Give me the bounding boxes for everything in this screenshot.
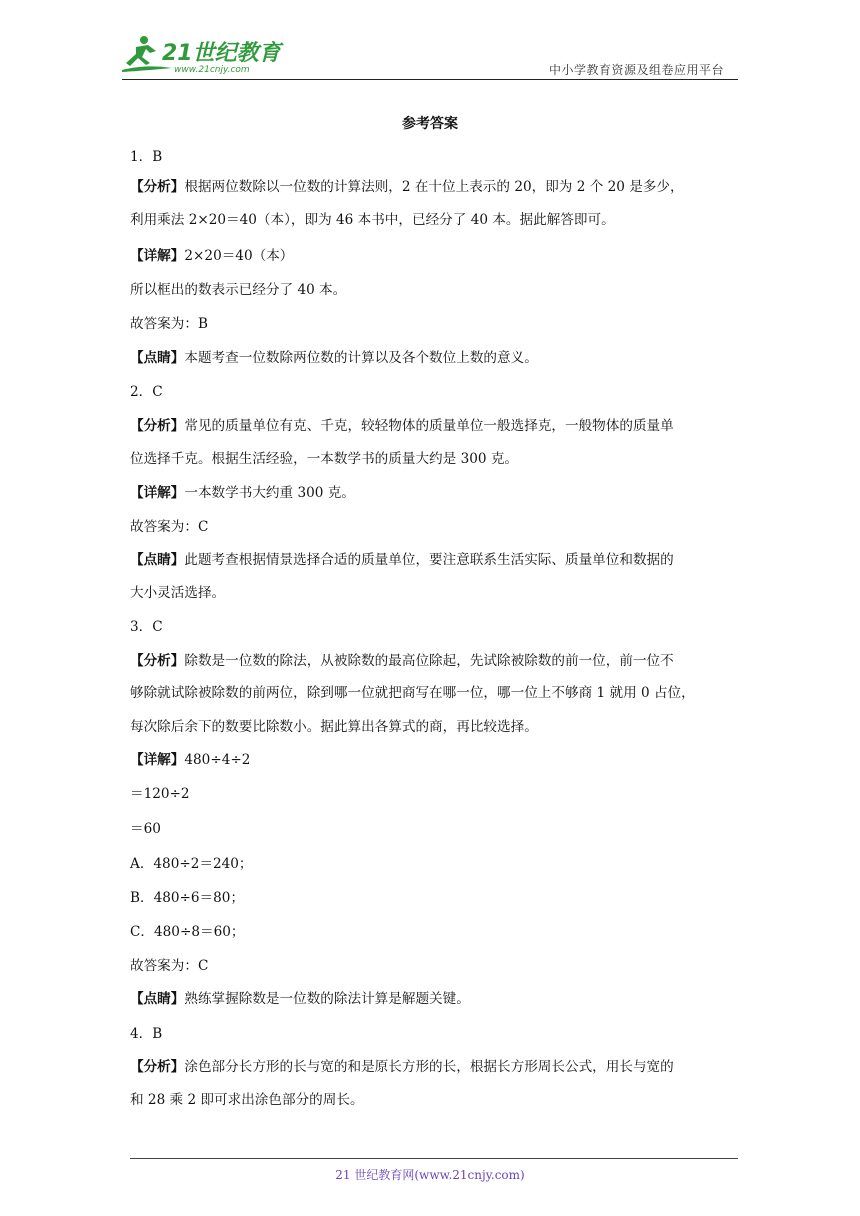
answer-line [130,820,740,838]
answer-line [130,349,740,367]
answer-line [130,148,740,166]
line-text: 大小灵活选择。 [130,585,226,601]
section-tag: 【详解】 [130,485,185,501]
line-text: 位选择千克。根据生活经验，一本数学书的质量大约是 300 克。 [130,451,519,467]
line-text: 和 28 乘 2 即可求出涂色部分的周长。 [130,1092,364,1108]
answer-line [130,1025,740,1043]
line-text: 熟练掌握除数是一位数的除法计算是解题关键。 [184,991,470,1007]
line-text: 利用乘法 2×20＝40（本），即为 46 本书中，已经分了 40 本。据此解答即可。 [130,212,615,228]
section-tag: 【点睛】 [130,350,185,366]
answer-line [130,178,740,196]
answer-line [130,211,740,229]
answer-line [130,1091,740,1109]
answer-line [130,1058,740,1076]
section-tag: 【点睛】 [130,991,185,1007]
answer-line [130,518,740,536]
line-text: 一本数学书大约重 300 克。 [184,485,355,501]
line-text: 故答案为：B [130,316,208,332]
line-text: 够除就试除被除数的前两位，除到哪一位就把商写在哪一位，哪一位上不够商 1 就用 0 占位， [130,685,695,701]
page-title: 参考答案 [402,116,458,132]
section-tag: 【详解】 [130,248,185,264]
answer-line [130,315,740,333]
line-text: 1．B [130,149,163,165]
section-tag: 【分析】 [130,653,185,669]
section-tag: 【点睛】 [130,552,185,568]
answer-line [130,855,740,873]
section-tag: 【分析】 [130,418,185,434]
line-text: 2．C [130,384,163,400]
line-text: 3．C [130,619,163,635]
logo-text: 21世纪教育 [162,41,281,66]
answer-line [130,889,740,907]
answer-line [130,383,740,401]
line-text: 4．B [130,1026,163,1042]
section-tag: 【详解】 [130,752,185,768]
line-text: 常见的质量单位有克、千克，较轻物体的质量单位一般选择克，一般物体的质量单 [184,418,674,434]
page-header [122,30,738,80]
answer-line [130,450,740,468]
answer-line [130,247,740,265]
header-divider [122,79,738,80]
answer-line [130,618,740,636]
header-platform-text: 中小学教育资源及组卷应用平台 [548,63,724,77]
answer-line [130,281,740,299]
line-text: 根据两位数除以一位数的计算法则，2 在十位上表示的 20，即为 2 个 20 是多少， [184,179,684,195]
line-text: 故答案为：C [130,519,209,535]
footer-divider [130,1158,738,1159]
line-text: 所以框出的数表示已经分了 40 本。 [130,282,347,298]
logo [122,34,322,76]
logo-url: www.21cnjy.com [174,65,250,75]
answer-line [130,990,740,1008]
answer-line [130,652,740,670]
line-text: B．480÷6＝80； [130,890,245,906]
line-text: 此题考查根据情景选择合适的质量单位，要注意联系生活实际、质量单位和数据的 [184,552,674,568]
answer-line [130,923,740,941]
section-tag: 【分析】 [130,1059,185,1075]
line-text: 480÷4÷2 [184,752,251,768]
answer-line [130,484,740,502]
footer-text: 21 世纪教育网(www.21cnjy.com) [335,1168,525,1182]
line-text: C．480÷8＝60； [130,924,245,940]
line-text: 故答案为：C [130,958,209,974]
answer-line [130,551,740,569]
answer-line [130,718,740,736]
answer-line [130,584,740,602]
answer-line [130,751,740,769]
line-text: 除数是一位数的除法，从被除数的最高位除起，先试除被除数的前一位，前一位不 [184,653,674,669]
section-tag: 【分析】 [130,179,185,195]
line-text: ＝120÷2 [130,786,190,802]
line-text: 每次除后余下的数要比除数小。据此算出各算式的商，再比较选择。 [130,719,538,735]
line-text: A．480÷2＝240； [130,856,253,872]
line-text: 涂色部分长方形的长与宽的和是原长方形的长，根据长方形周长公式，用长与宽的 [184,1059,674,1075]
answer-line [130,417,740,435]
answer-line [130,957,740,975]
line-text: 2×20＝40（本） [184,248,294,264]
line-text: 本题考查一位数除两位数的计算以及各个数位上数的意义。 [184,350,538,366]
line-text: ＝60 [130,821,161,837]
answer-line [130,684,740,702]
answer-line [130,785,740,803]
